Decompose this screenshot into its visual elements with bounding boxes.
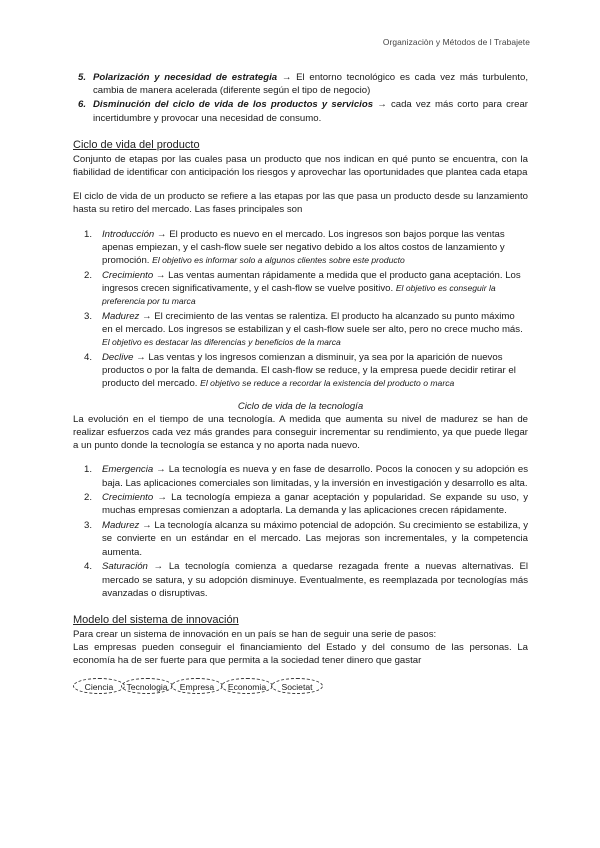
item-number: 5. — [78, 72, 87, 83]
item-title: Crecimiento — [102, 492, 154, 504]
technology-lifecycle-intro: La evolución en el tiempo de una tecnología. A medida que aumenta su nivel de madurez se han de realizar esfuerzos cada vez más grandes para conseguir incrementar su rendimiento, ya que puede llegar a un punto donde la tecnología se estanca y no aporta nada nuevo. — [73, 413, 528, 452]
item-title: Crecimiento — [102, 269, 154, 281]
item-title: Introducción — [102, 228, 155, 240]
item-text: → La tecnología comienza a quedarse rezagada frente a nuevas alternativas. El mercado se satura, y su adopción disminuye. Eventualmente, es reemplazada por tecnologías más avanzadas o disruptivas. — [102, 561, 528, 599]
item-number: 1. — [84, 228, 93, 240]
list-item — [84, 269, 528, 309]
chain-node: Ciencia — [73, 678, 125, 694]
item-number: 6. — [78, 99, 87, 111]
item-title: Madurez — [102, 310, 140, 322]
item-note: El objetivo es conseguir la preferencia por tu marca — [102, 282, 496, 307]
chain-node: Economia — [221, 678, 273, 694]
product-phases-list — [73, 228, 528, 391]
product-lifecycle-intro: El ciclo de vida de un producto se refiere a las etapas por las que pasa un producto desde su lanzamiento hasta su retiro del mercado. Las fases principales son — [73, 191, 528, 216]
item-title: Disminución del ciclo de vida de los productos y servicios — [93, 99, 374, 111]
item-title: Emergencia — [102, 464, 154, 476]
item-text: → El producto es nuevo en el mercado. Los ingresos son bajos porque las ventas apenas empiezan, y el cash-flow suele ser negativo debido a los altos costos de lanzamiento y promoción. — [102, 228, 505, 267]
page-header: Organizaciòn y Métodos de l Trabajete — [382, 37, 530, 47]
list-item — [84, 228, 528, 268]
item-number: 1. — [84, 464, 93, 476]
technology-phases-list — [73, 463, 528, 600]
section-title-product-lifecycle: Ciclo de vida del producto — [73, 138, 200, 151]
list-item — [84, 519, 528, 559]
innovation-intro: Para crear un sistema de innovación en un país se han de seguir una serie de pasos: — [73, 628, 437, 640]
item-text: → La tecnología es nueva y en fase de desarrollo. Pocos la conocen y su adopción es baja. Las aplicaciones comerciales son limitadas, y la inversión en investigación y desarrollo es alta. — [102, 464, 528, 489]
section-title-innovation-model: Modelo del sistema de innovación — [73, 613, 239, 626]
chain-node: Empresa — [171, 678, 223, 694]
list-item — [84, 463, 528, 489]
item-text: → Las ventas y los ingresos comienzan a disminuir, ya sea por la aparición de nuevos productos o por la falta de demanda. El cash-flow se reduce, y la empresa puede decidir retirar el producto del mercado. — [102, 351, 516, 390]
item-title: Madurez — [102, 520, 140, 532]
chain-node: Tecnologia — [121, 678, 173, 694]
list-item — [73, 71, 528, 97]
innovation-chain-diagram — [73, 672, 528, 706]
page-content — [73, 71, 528, 706]
item-note: El objetivo es informar solo a algunos clientes sobre este producto — [152, 255, 405, 266]
item-number: 3. — [84, 520, 93, 532]
item-title: Polarización y necesidad de estrategia — [93, 72, 278, 83]
item-text: → La tecnología empieza a ganar aceptación y popularidad. Se expande su uso, y muchas empresas comienzan a adoptarla. La demanda y las aplicaciones crecen rápidamente. — [102, 492, 528, 517]
list-item — [84, 491, 528, 517]
item-text: → cada vez más corto para crear incertidumbre y provocar una necesidad de consumo. — [93, 99, 528, 124]
item-title: Declive — [102, 351, 134, 363]
list-item — [73, 98, 528, 124]
item-number: 4. — [84, 561, 93, 573]
chain-node: Societat — [271, 678, 323, 694]
item-text: → El crecimiento de las ventas se ralentiza. El producto ha alcanzado su punto máximo en el mercado. Los ingresos se estabilizan y el cash-flow suele ser alto, pero no crece mucho más. — [102, 310, 523, 336]
item-number: 2. — [84, 492, 93, 504]
list-item — [84, 310, 528, 350]
item-note: El objetivo es destacar las diferencias y beneficios de la marca — [102, 337, 341, 348]
item-number: 4. — [84, 351, 93, 363]
item-text: → Las ventas aumentan rápidamente a medida que el producto gana aceptación. Los ingresos crecen significativamente, y el cash-flow se vuelve positivo. — [102, 269, 521, 294]
item-text: → El entorno tecnológico es cada vez más turbulento, cambia de manera acelerada (diferente según el tipo de negocio) — [93, 72, 528, 97]
list-item — [84, 560, 528, 600]
item-note: El objetivo se reduce a recordar la existencia del producto o marca — [200, 378, 455, 389]
item-number: 3. — [84, 310, 93, 322]
product-lifecycle-definition: Conjunto de etapas por las cuales pasa un producto que nos indican en qué punto se encuentra, con la fiabilidad de identificar con anticipación los riesgos y aprovechar las oportunidades que plantea cada etapa — [73, 153, 528, 179]
list-item — [84, 351, 528, 391]
section-title-technology-lifecycle: Ciclo de vida de la tecnología — [237, 400, 364, 412]
item-title: Saturación — [102, 561, 148, 573]
innovation-paragraph: Las empresas pueden conseguir el financiamiento del Estado y del consumo de las personas. La economía ha de ser fuerte para que permita a la sociedad tener dinero que gastar — [73, 642, 528, 667]
top-list — [73, 71, 528, 125]
item-text: → La tecnología alcanza su máximo potencial de adopción. Su crecimiento se estabiliza, y se convierte en un estándar en el mercado. Las mejoras son incrementales, y la competencia aumenta. — [102, 520, 528, 558]
item-number: 2. — [84, 269, 93, 281]
